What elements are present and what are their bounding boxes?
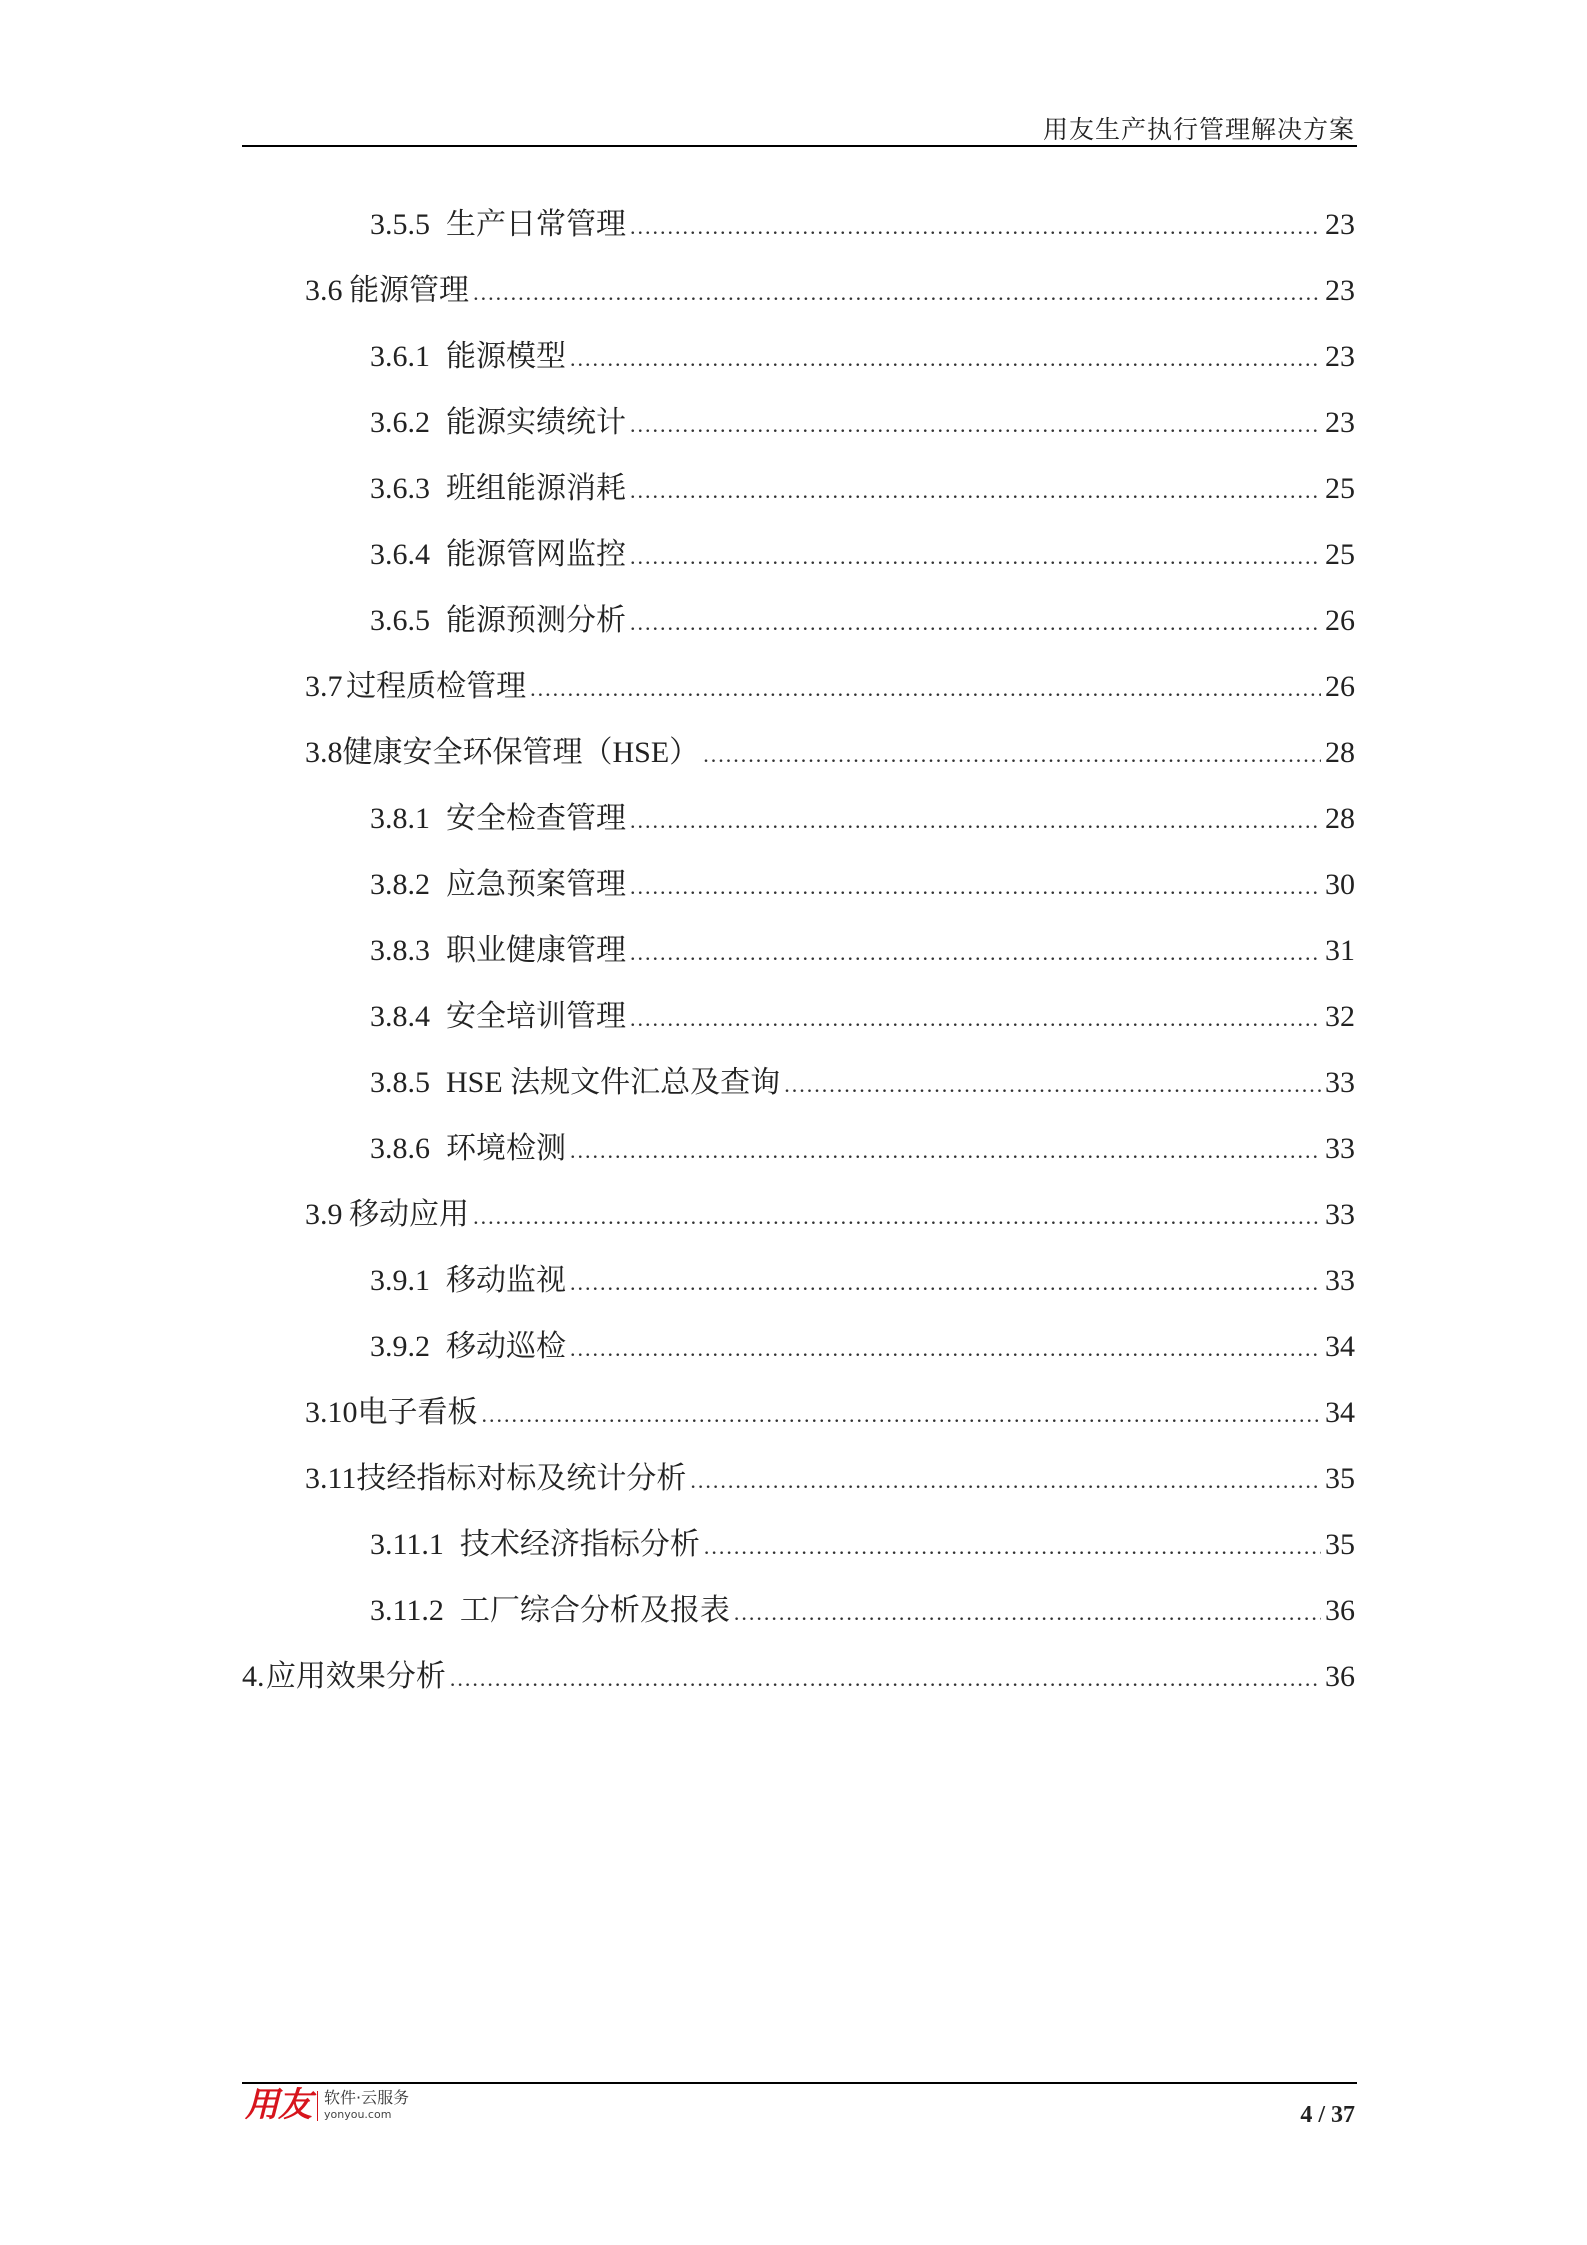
toc-entry-page: 26 xyxy=(1325,604,1355,637)
toc-entry[interactable] xyxy=(0,733,1587,799)
toc-entry-title: 安全检查管理 xyxy=(446,802,626,835)
toc-dot-leader xyxy=(703,735,1321,775)
toc-entry-number: 3.8.5 xyxy=(370,1066,430,1099)
toc-entry-number: 3.6.1 xyxy=(370,340,430,373)
toc-dot-leader xyxy=(570,339,1321,379)
toc-entry[interactable] xyxy=(0,1393,1587,1459)
toc-entry[interactable] xyxy=(0,601,1587,667)
toc-entry-page: 23 xyxy=(1325,340,1355,373)
toc-entry-page: 23 xyxy=(1325,406,1355,439)
header-divider xyxy=(242,145,1357,147)
toc-entry-title: 应急预案管理 xyxy=(446,868,626,901)
toc-entry-page: 23 xyxy=(1325,274,1355,307)
toc-entry[interactable] xyxy=(0,1657,1587,1723)
toc-entry-number: 3.11.1 xyxy=(370,1528,444,1561)
toc-entry-title: 能源实绩统计 xyxy=(446,406,626,439)
toc-entry-page: 33 xyxy=(1325,1066,1355,1099)
toc-entry[interactable] xyxy=(0,1195,1587,1261)
toc-dot-leader xyxy=(482,1395,1322,1435)
toc-entry-page: 28 xyxy=(1325,802,1355,835)
logo-domain: yonyou.com xyxy=(324,2108,392,2121)
toc-entry-number: 4. xyxy=(242,1660,265,1693)
toc-entry-page: 25 xyxy=(1325,538,1355,571)
toc-entry-page: 35 xyxy=(1325,1462,1355,1495)
document-header-title: 用友生产执行管理解决方案 xyxy=(1042,117,1355,144)
toc-entry[interactable] xyxy=(0,1591,1587,1657)
toc-entry-page: 28 xyxy=(1325,736,1355,769)
toc-entry-number: 3.9 xyxy=(305,1198,343,1231)
toc-entry[interactable] xyxy=(0,1063,1587,1129)
toc-entry-title: 电子看板 xyxy=(357,1396,478,1429)
logo-mark: 用友 xyxy=(245,2085,311,2125)
toc-entry-page: 33 xyxy=(1325,1264,1355,1297)
toc-entry-number: 3.5.5 xyxy=(370,208,430,241)
toc-entry-number: 3.11 xyxy=(305,1462,357,1495)
toc-entry-page: 32 xyxy=(1325,1000,1355,1033)
toc-dot-leader xyxy=(690,1461,1321,1501)
toc-entry[interactable] xyxy=(0,337,1587,403)
page-number: 4 / 37 xyxy=(1300,2102,1355,2128)
toc-entry-page: 36 xyxy=(1325,1660,1355,1693)
toc-entry-page: 26 xyxy=(1325,670,1355,703)
toc-entry-number: 3.9.1 xyxy=(370,1264,430,1297)
toc-entry[interactable] xyxy=(0,865,1587,931)
toc-entry[interactable] xyxy=(0,1327,1587,1393)
toc-entry-number: 3.6.3 xyxy=(370,472,430,505)
toc-dot-leader xyxy=(570,1263,1321,1303)
toc-dot-leader xyxy=(630,603,1321,643)
toc-entry-page: 36 xyxy=(1325,1594,1355,1627)
toc-entry-number: 3.8.1 xyxy=(370,802,430,835)
toc-dot-leader xyxy=(630,801,1321,841)
toc-entry-page: 34 xyxy=(1325,1396,1355,1429)
toc-entry-title: 应用效果分析 xyxy=(265,1660,446,1693)
toc-entry-number: 3.10 xyxy=(305,1396,358,1429)
toc-dot-leader xyxy=(630,471,1321,511)
toc-entry-title: 移动巡检 xyxy=(446,1330,566,1363)
toc-entry-title: 安全培训管理 xyxy=(446,1000,626,1033)
logo-slogan: 软件·云服务 xyxy=(324,2088,410,2107)
yonyou-logo xyxy=(245,2085,409,2125)
toc-entry-number: 3.6.4 xyxy=(370,538,430,571)
toc-dot-leader xyxy=(784,1065,1321,1105)
toc-dot-leader xyxy=(630,207,1321,247)
toc-entry[interactable] xyxy=(0,535,1587,601)
toc-dot-leader xyxy=(570,1131,1321,1171)
toc-dot-leader xyxy=(630,933,1321,973)
logo-divider xyxy=(317,2091,318,2121)
toc-dot-leader xyxy=(630,867,1321,907)
toc-entry-page: 23 xyxy=(1325,208,1355,241)
toc-entry-title: 健康安全环保管理（HSE） xyxy=(342,736,700,769)
toc-entry[interactable] xyxy=(0,1525,1587,1591)
toc-dot-leader xyxy=(704,1527,1321,1567)
toc-entry-title: 能源管网监控 xyxy=(446,538,626,571)
toc-entry-number: 3.8.2 xyxy=(370,868,430,901)
toc-entry-title: 班组能源消耗 xyxy=(446,472,626,505)
toc-dot-leader xyxy=(630,537,1321,577)
toc-entry-title: 移动应用 xyxy=(349,1198,470,1231)
toc-entry[interactable] xyxy=(0,1459,1587,1525)
toc-entry-title: 技术经济指标分析 xyxy=(459,1528,700,1561)
toc-entry-title: 技经指标对标及统计分析 xyxy=(356,1462,687,1495)
toc-entry-page: 25 xyxy=(1325,472,1355,505)
toc-entry-number: 3.6 xyxy=(305,274,343,307)
toc-entry[interactable] xyxy=(0,997,1587,1063)
toc-entry-title: 过程质检管理 xyxy=(346,670,527,703)
toc-entry-page: 31 xyxy=(1325,934,1355,967)
toc-entry-page: 30 xyxy=(1325,868,1355,901)
toc-entry-title: 工厂综合分析及报表 xyxy=(459,1594,730,1627)
toc-dot-leader xyxy=(570,1329,1321,1369)
toc-entry-number: 3.8.4 xyxy=(370,1000,430,1033)
toc-entry-title: HSE 法规文件汇总及查询 xyxy=(446,1066,781,1099)
toc-entry-title: 职业健康管理 xyxy=(446,934,626,967)
toc-entry[interactable] xyxy=(0,403,1587,469)
toc-entry[interactable] xyxy=(0,205,1587,271)
footer-divider xyxy=(242,2082,1357,2084)
toc-dot-leader xyxy=(473,273,1321,313)
toc-entry[interactable] xyxy=(0,667,1587,733)
toc-entry[interactable] xyxy=(0,799,1587,865)
toc-dot-leader xyxy=(530,669,1321,709)
toc-entry-page: 34 xyxy=(1325,1330,1355,1363)
toc-entry[interactable] xyxy=(0,931,1587,997)
toc-entry-number: 3.6.5 xyxy=(370,604,430,637)
toc-entry-title: 能源模型 xyxy=(446,340,566,373)
toc-dot-leader xyxy=(473,1197,1321,1237)
toc-dot-leader xyxy=(734,1593,1321,1633)
toc-entry[interactable] xyxy=(0,271,1587,337)
toc-entry-number: 3.8.3 xyxy=(370,934,430,967)
toc-entry-number: 3.8 xyxy=(305,736,343,769)
toc-entry-number: 3.11.2 xyxy=(370,1594,444,1627)
toc-entry-title: 移动监视 xyxy=(446,1264,566,1297)
toc-entry-title: 生产日常管理 xyxy=(446,208,626,241)
toc-entry[interactable] xyxy=(0,1261,1587,1327)
toc-entry-page: 33 xyxy=(1325,1132,1355,1165)
toc-dot-leader xyxy=(630,999,1321,1039)
toc-entry-title: 能源预测分析 xyxy=(446,604,626,637)
toc-entry-title: 能源管理 xyxy=(349,274,470,307)
toc-entry-page: 35 xyxy=(1325,1528,1355,1561)
toc-entry[interactable] xyxy=(0,469,1587,535)
toc-entry-title: 环境检测 xyxy=(446,1132,566,1165)
toc-dot-leader xyxy=(450,1659,1321,1699)
toc-entry-number: 3.9.2 xyxy=(370,1330,430,1363)
toc-dot-leader xyxy=(630,405,1321,445)
table-of-contents xyxy=(0,205,1587,1723)
logo-text xyxy=(324,2088,409,2121)
toc-entry-number: 3.6.2 xyxy=(370,406,430,439)
toc-entry-number: 3.8.6 xyxy=(370,1132,430,1165)
toc-entry-number: 3.7 xyxy=(305,670,343,703)
toc-entry-page: 33 xyxy=(1325,1198,1355,1231)
toc-entry[interactable] xyxy=(0,1129,1587,1195)
